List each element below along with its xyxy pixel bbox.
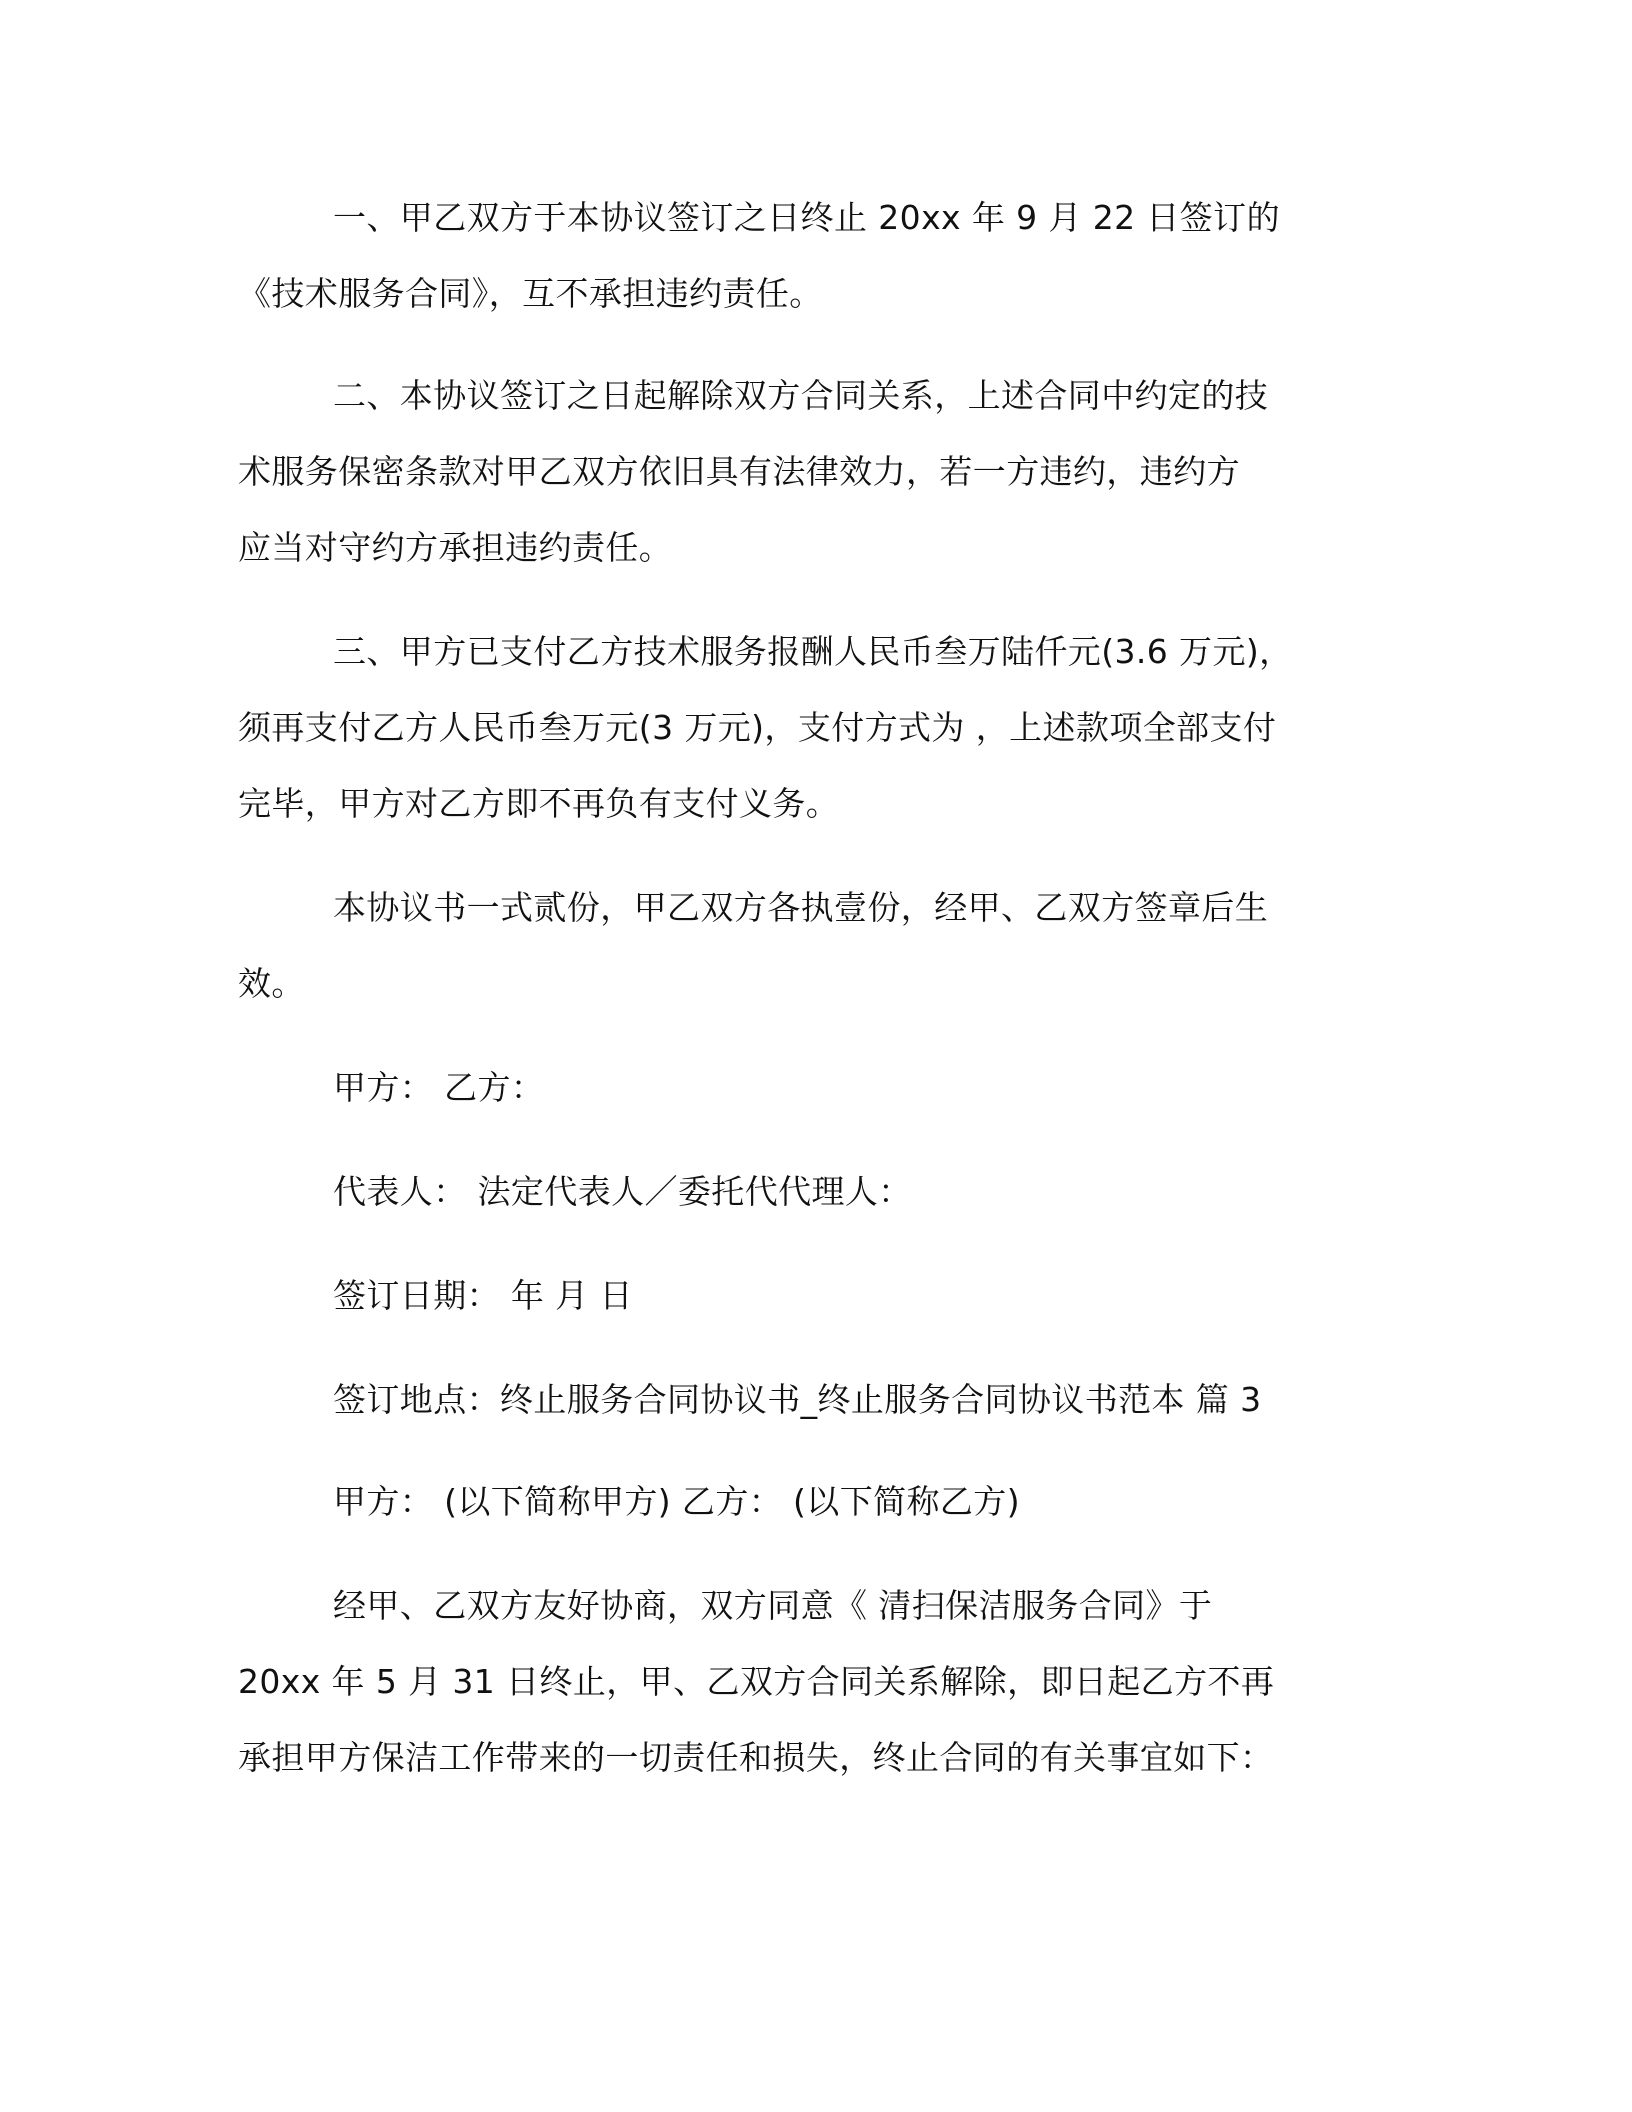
parties-line: 甲方： 乙方： <box>333 1068 545 1107</box>
sign-place-line: 签订地点：终止服务合同协议书_终止服务合同协议书范本 篇 3 <box>333 1380 1262 1419</box>
clause-1-line-1: 一、甲乙双方于本协议签订之日终止 20xx 年 9 月 22 日签订的 <box>333 198 1280 237</box>
clause-3-line-3: 完毕，甲方对乙方即不再负有支付义务。 <box>238 784 840 823</box>
clause-2-line-3: 应当对守约方承担违约责任。 <box>238 528 673 567</box>
cleaning-termination-line-2: 20xx 年 5 月 31 日终止，甲、乙双方合同关系解除，即日起乙方不再 <box>238 1662 1275 1701</box>
clause-1-line-2: 《技术服务合同》，互不承担违约责任。 <box>238 274 823 313</box>
clause-2-line-1: 二、本协议签订之日起解除双方合同关系，上述合同中约定的技 <box>333 376 1269 415</box>
clause-3-line-2: 须再支付乙方人民币叁万元(3 万元)，支付方式为 ，上述款项全部支付 <box>238 708 1277 747</box>
parties-2-line: 甲方： (以下简称甲方) 乙方： (以下简称乙方) <box>333 1482 1020 1521</box>
clause-3-line-1: 三、甲方已支付乙方技术服务报酬人民币叁万陆仟元(3.6 万元)， <box>333 632 1293 671</box>
cleaning-termination-line-1: 经甲、乙双方友好协商，双方同意《 清扫保洁服务合同》于 <box>333 1586 1213 1625</box>
representatives-line: 代表人： 法定代表人／委托代代理人： <box>333 1172 912 1211</box>
sign-date-line: 签订日期： 年 月 日 <box>333 1276 633 1315</box>
copies-line-2: 效。 <box>238 964 305 1003</box>
cleaning-termination-line-3: 承担甲方保洁工作带来的一切责任和损失，终止合同的有关事宜如下： <box>238 1738 1274 1777</box>
clause-2-line-2: 术服务保密条款对甲乙双方依旧具有法律效力，若一方违约，违约方 <box>238 452 1240 491</box>
copies-line-1: 本协议书一式贰份，甲乙双方各执壹份，经甲、乙双方签章后生 <box>333 888 1269 927</box>
